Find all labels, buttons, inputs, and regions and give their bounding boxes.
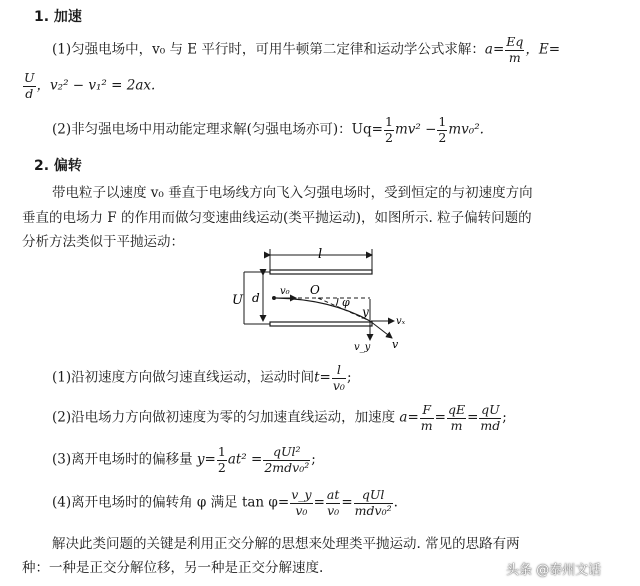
section2-item4	[52, 489, 398, 517]
trajectory-curve	[276, 298, 370, 321]
frac-num: qU	[481, 402, 500, 417]
fraction-u-over-d	[23, 72, 36, 100]
section1-item1-text: (1)匀强电场中，v₀ 与 E 平行时，可用牛顿第二定律和运动学公式求解：	[52, 41, 485, 58]
kinetic-energy-term-end: mv₀².	[448, 121, 484, 138]
conclusion-line1: 解决此类问题的关键是利用正交分解的思想来处理类平抛运动. 常见的思路有两	[52, 536, 520, 552]
frac-den: 2	[217, 459, 226, 475]
offset-mid: at² =	[227, 451, 263, 468]
section1-item1-line2	[22, 72, 155, 100]
item1-end: ;	[346, 369, 352, 386]
phi-arc	[336, 298, 338, 306]
fraction-f-over-m	[420, 404, 434, 432]
label-v0: v₀	[280, 286, 290, 297]
frac-den: mdv₀²	[354, 502, 392, 518]
frac-den: 2	[438, 129, 447, 145]
frac-num: F	[420, 404, 434, 419]
frac-num: qUl	[354, 489, 393, 504]
accel-label: a=	[399, 409, 419, 426]
frac-den: 2	[385, 129, 393, 145]
item4-end: .	[393, 494, 398, 511]
section1-title: 1. 加速	[34, 9, 82, 25]
conclusion-line2: 种：一种是正交分解位移，另一种是正交分解速度.	[22, 560, 324, 576]
section2-item3-text: (3)离开电场时的偏移量	[52, 451, 193, 468]
label-d: d	[252, 291, 260, 305]
label-vy: v_y	[354, 342, 371, 353]
kinetic-energy-term: mv² −	[394, 121, 437, 138]
section2-item4-text: (4)离开电场时的偏转角 φ 满足 tan φ=	[52, 494, 290, 511]
upper-plate	[270, 270, 372, 274]
time-label: t=	[314, 369, 331, 386]
fraction-l-over-v0	[332, 364, 346, 392]
frac-num: qUl²	[263, 446, 310, 461]
frac-den: 2mdv₀²	[264, 459, 310, 475]
label-o: O	[310, 283, 320, 297]
frac-num: v_y	[291, 487, 312, 502]
label-v: v	[392, 338, 399, 351]
label-vx: vₓ	[396, 316, 406, 327]
frac-den: m	[450, 417, 463, 433]
particle-entry-point	[272, 296, 276, 300]
frac-den: md	[480, 417, 501, 433]
section2-item1	[52, 364, 352, 392]
equals-sign: =	[434, 409, 446, 426]
section1-item2-text: (2)非匀强电场中用动能定理求解(匀强电场亦可)：Uq=	[52, 121, 383, 138]
deflection-diagram	[230, 244, 420, 354]
section2-item2	[52, 404, 507, 432]
equals-sign: =	[467, 409, 479, 426]
fraction-qe-over-m	[447, 404, 466, 432]
frac-den: v₀	[332, 377, 345, 393]
kinematics-formula: ，v₂² − v₁² = 2ax.	[36, 77, 156, 94]
fraction-half	[217, 446, 227, 474]
fraction-half-2	[437, 116, 447, 144]
label-u: U	[232, 293, 243, 308]
equals-sign: =	[313, 494, 325, 511]
section1-item2	[52, 116, 484, 144]
section2-item2-text: (2)沿电场力方向做初速度为零的匀加速直线运动，加速度	[52, 409, 396, 426]
fraction-qul-over-mdv02	[354, 489, 393, 517]
label-l: l	[318, 247, 323, 262]
formula-e-label: ，E=	[525, 41, 561, 58]
section2-item1-text: (1)沿初速度方向做匀速直线运动，运动时间	[52, 369, 315, 386]
frac-num: l	[332, 364, 346, 379]
frac-den: d	[25, 85, 34, 101]
item2-end: ;	[502, 409, 507, 426]
fraction-vy-over-v0	[290, 489, 312, 517]
v-resultant-arrow	[370, 321, 392, 338]
frac-num: U	[24, 70, 35, 85]
frac-den: v₀	[327, 502, 340, 518]
item3-end: ;	[311, 451, 316, 468]
equals-sign: =	[341, 494, 353, 511]
offset-label: y=	[196, 451, 216, 468]
section1-item1	[52, 36, 560, 64]
watermark: 头条 @泰州文话	[506, 563, 602, 578]
frac-num: Eq	[506, 34, 524, 49]
fraction-qul2-over-2mdv02	[263, 446, 310, 474]
frac-den: m	[508, 49, 521, 65]
lower-plate	[270, 322, 372, 326]
frac-num: at	[326, 487, 340, 502]
section2-item3	[52, 446, 316, 474]
frac-num: qE	[447, 402, 466, 417]
section2-title: 2. 偏转	[34, 158, 82, 174]
frac-num: 1	[217, 444, 226, 459]
frac-den: v₀	[295, 502, 308, 518]
section2-para-line2: 垂直的电场力 F 的作用而做匀变速曲线运动(类平抛运动)，如图所示. 粒子偏转问题的	[22, 210, 532, 226]
frac-num: 1	[385, 114, 393, 129]
fraction-at-over-v0	[326, 489, 340, 517]
fraction-qu-over-md	[479, 404, 501, 432]
fraction-eq-over-m	[505, 36, 524, 64]
label-y: y	[362, 305, 369, 319]
section2-para-line3: 分析方法类似于平抛运动：	[22, 234, 184, 250]
fraction-half-1	[384, 116, 394, 144]
label-phi: φ	[342, 296, 350, 309]
section2-para-line1: 带电粒子以速度 v₀ 垂直于电场线方向飞入匀强电场时，受到恒定的与初速度方向	[52, 185, 533, 201]
frac-num: 1	[438, 114, 447, 129]
formula-a-label: a=	[484, 41, 505, 58]
frac-den: m	[420, 417, 433, 433]
